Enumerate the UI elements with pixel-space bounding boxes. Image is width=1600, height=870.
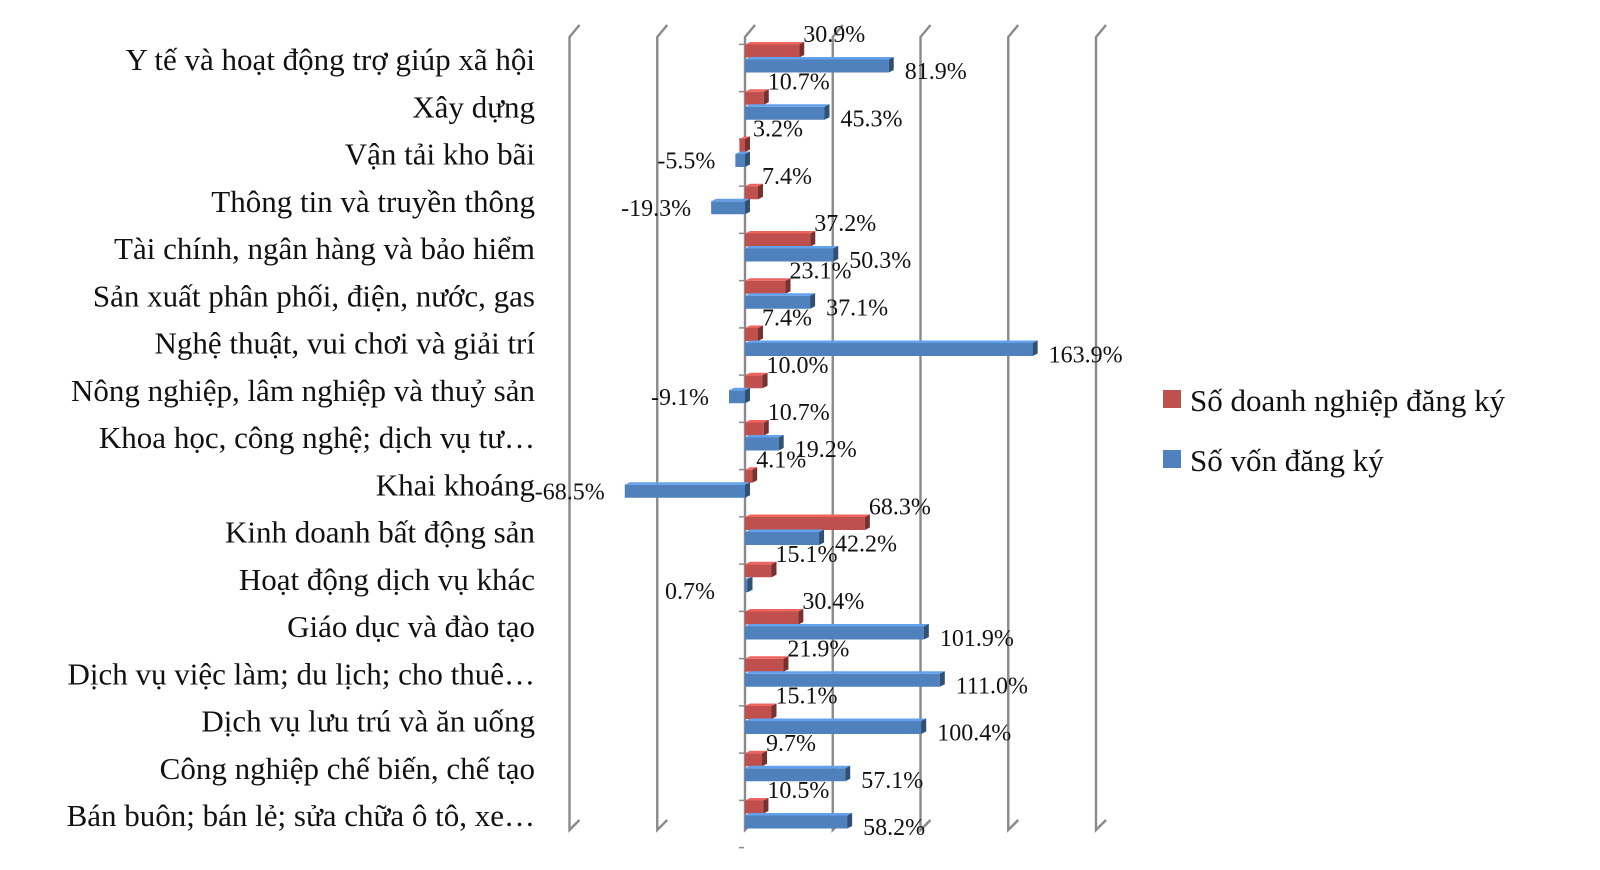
bar-registered-businesses-face [745, 470, 752, 483]
bar-registered-businesses [745, 656, 788, 672]
bar-registered-capital-side [825, 104, 830, 120]
bar-registered-businesses [745, 184, 763, 200]
category-label: Công nghiệp chế biến, chế tạo [159, 750, 535, 786]
data-label-businesses: 21.9% [787, 636, 850, 663]
bar-registered-capital-side [1033, 341, 1038, 357]
bar-registered-businesses-top [745, 704, 777, 707]
data-label-capital: 37.1% [826, 295, 889, 322]
data-label-capital: 100.4% [937, 720, 1012, 747]
legend-label: Số doanh nghiệp đăng ký [1190, 383, 1506, 418]
category-label: Thông tin và truyền thông [211, 183, 535, 219]
category-label: Dịch vụ việc làm; du lịch; cho thuê… [67, 656, 535, 692]
bar-registered-businesses-face [745, 281, 786, 294]
bar-registered-businesses [745, 515, 870, 531]
data-label-capital: 19.2% [794, 437, 857, 463]
data-label-capital: 101.9% [939, 626, 1014, 652]
bar-registered-capital-side [745, 388, 750, 404]
data-label-businesses: 10.7% [767, 400, 830, 426]
data-label-businesses: 30.9% [803, 22, 866, 48]
bar-registered-businesses [745, 751, 767, 767]
bar-registered-capital-face [745, 579, 748, 592]
data-label-capital: -19.3% [621, 195, 692, 222]
data-label-capital: 111.0% [955, 673, 1029, 700]
bar-registered-businesses-face [745, 45, 799, 58]
bar-registered-capital-face [745, 674, 940, 687]
legend-label: Số vốn đăng ký [1190, 443, 1384, 478]
data-label-capital: -68.5% [534, 479, 605, 506]
data-label-businesses: 3.2% [753, 116, 803, 143]
bar-registered-businesses-top [745, 562, 777, 565]
data-label-businesses: 30.4% [802, 589, 865, 615]
data-label-capital: 58.2% [863, 815, 926, 841]
bar-registered-businesses-face [745, 234, 810, 247]
bar-registered-businesses [745, 562, 777, 578]
bar-registered-capital-side [847, 813, 852, 829]
data-label-capital: 42.2% [835, 531, 898, 558]
data-label-businesses: 7.4% [761, 163, 812, 190]
bar-registered-capital-top [745, 624, 929, 627]
category-label: Hoạt động dịch vụ khác [238, 561, 535, 597]
bar-registered-businesses-face [745, 517, 865, 530]
bar-registered-businesses [745, 42, 804, 58]
data-label-businesses: 68.3% [868, 494, 931, 521]
category-label: Vận tải kho bãi [344, 136, 535, 172]
bar-registered-capital-top [745, 530, 824, 533]
bar-registered-businesses-face [745, 423, 764, 436]
data-label-businesses: 37.2% [814, 211, 877, 237]
plot-wall-left [570, 25, 580, 830]
bar-registered-businesses [745, 231, 815, 247]
category-label: Dịch vụ lưu trú và ăn uống [201, 703, 535, 739]
bar-registered-businesses-top [745, 231, 815, 234]
bar-registered-businesses-face [745, 186, 758, 199]
category-label: Nông nghiệp, lâm nghiệp và thuỷ sản [70, 372, 535, 408]
bar-registered-businesses-face [745, 612, 798, 625]
category-label: Giáo dục và đào tạo [287, 609, 535, 644]
bar-registered-capital [735, 152, 750, 168]
category-label: Tài chính, ngân hàng và bảo hiểm [114, 231, 535, 266]
bar-registered-capital-top [745, 246, 838, 249]
data-label-businesses: 9.7% [766, 730, 817, 757]
bar-registered-capital-side [845, 766, 850, 782]
bar-registered-businesses-face [745, 375, 763, 388]
legend [1163, 383, 1506, 478]
category-label: Khoa học, công nghệ; dịch vụ tư… [98, 420, 535, 455]
bar-registered-businesses-face [745, 706, 772, 719]
bar-registered-capital-top [745, 341, 1038, 344]
bar-registered-businesses [745, 798, 768, 814]
bar-registered-capital-face [711, 201, 745, 214]
data-label-businesses: 10.7% [767, 69, 830, 96]
bar-registered-capital-top [745, 671, 945, 674]
bar-registered-businesses-face [745, 659, 783, 672]
bar-registered-businesses [745, 420, 769, 436]
data-label-businesses: 10.0% [766, 352, 829, 379]
bar-registered-capital [625, 482, 750, 498]
bar-registered-capital-face [735, 154, 745, 167]
data-label-businesses: 4.1% [756, 447, 807, 474]
category-label: Kinh doanh bất động sản [225, 514, 535, 550]
bar-registered-capital-side [889, 57, 894, 73]
bar-registered-businesses-side [745, 137, 750, 153]
bar-registered-capital-side [748, 577, 753, 593]
bar-registered-businesses-top [745, 656, 788, 659]
data-label-capital: 57.1% [861, 767, 924, 794]
bar-registered-businesses-face [745, 753, 762, 766]
legend-item-capital [1163, 443, 1384, 478]
category-label: Sản xuất phân phối, điện, nước, gas [92, 278, 535, 314]
data-label-businesses: 23.1% [789, 258, 852, 285]
legend-swatch [1163, 390, 1181, 408]
bar-registered-businesses [745, 704, 777, 720]
bar-registered-capital-side [921, 719, 926, 735]
bar-registered-capital-top [745, 435, 784, 438]
data-label-capital: 0.7% [665, 578, 715, 605]
category-label: Xây dựng [412, 89, 535, 125]
gridline [1008, 25, 1018, 830]
bar-registered-capital [745, 577, 753, 593]
data-label-capital: 45.3% [840, 106, 903, 133]
bar-registered-capital-side [940, 671, 945, 687]
bar-registered-capital-top [745, 293, 815, 296]
bar-registered-capital-top [745, 813, 852, 816]
bar-registered-capital-top [745, 104, 830, 107]
bar-registered-businesses-top [745, 42, 804, 45]
bar-registered-businesses [745, 89, 769, 105]
data-label-businesses: 15.1% [775, 683, 838, 710]
bar-registered-businesses-top [745, 278, 791, 281]
bar-registered-capital-top [711, 199, 750, 202]
bar-registered-capital-top [745, 719, 926, 722]
bar-registered-businesses-face [745, 801, 763, 814]
bar-registered-businesses [739, 137, 750, 153]
bar-registered-capital-top [745, 766, 850, 769]
bar-registered-businesses [745, 609, 803, 625]
data-label-capital: 163.9% [1048, 342, 1123, 369]
category-label: Bán buôn; bán lẻ; sửa chữa ô tô, xe… [66, 798, 535, 833]
bar-registered-businesses-top [745, 609, 803, 612]
category-label: Y tế và hoạt động trợ giúp xã hội [125, 42, 535, 77]
bar-registered-businesses-face [745, 328, 758, 341]
bar-registered-businesses-face [745, 92, 764, 105]
gridline [1096, 25, 1106, 830]
data-label-capital: -5.5% [657, 148, 716, 175]
bar-registered-businesses [745, 326, 763, 342]
gridline [657, 25, 667, 830]
category-label: Khai khoáng [375, 467, 535, 503]
category-label: Nghệ thuật, vui chơi và giải trí [154, 325, 535, 361]
gridline [921, 25, 931, 830]
bar-registered-capital-face [625, 485, 745, 498]
bar-registered-capital [745, 813, 852, 829]
bar-registered-capital-face [745, 816, 847, 829]
bar-registered-businesses-face [745, 564, 772, 577]
data-label-businesses: 7.4% [761, 305, 812, 332]
data-label-capital: -9.1% [651, 384, 710, 411]
bar-registered-capital [711, 199, 750, 215]
bar-registered-businesses-face [739, 139, 745, 152]
bar-registered-capital-top [625, 482, 750, 485]
data-label-capital: 81.9% [904, 59, 967, 85]
bar-registered-capital-side [745, 199, 750, 215]
bar-registered-capital-side [924, 624, 929, 640]
legend-swatch [1163, 450, 1181, 468]
category-labels [67, 42, 536, 833]
bar-registered-capital-side [745, 482, 750, 498]
bar-registered-businesses [745, 373, 768, 389]
bar-registered-capital-top [745, 57, 894, 60]
data-labels [535, 22, 1123, 841]
bar-registered-businesses [745, 278, 791, 294]
bar-registered-capital-side [745, 152, 750, 168]
data-label-businesses: 10.5% [767, 778, 830, 804]
legend-item-businesses [1163, 383, 1506, 418]
bar-registered-capital-face [729, 390, 745, 403]
data-label-businesses: 15.1% [775, 541, 838, 568]
data-label-capital: 50.3% [849, 248, 912, 274]
bar-registered-capital [729, 388, 750, 404]
bar-registered-businesses-top [745, 515, 870, 518]
